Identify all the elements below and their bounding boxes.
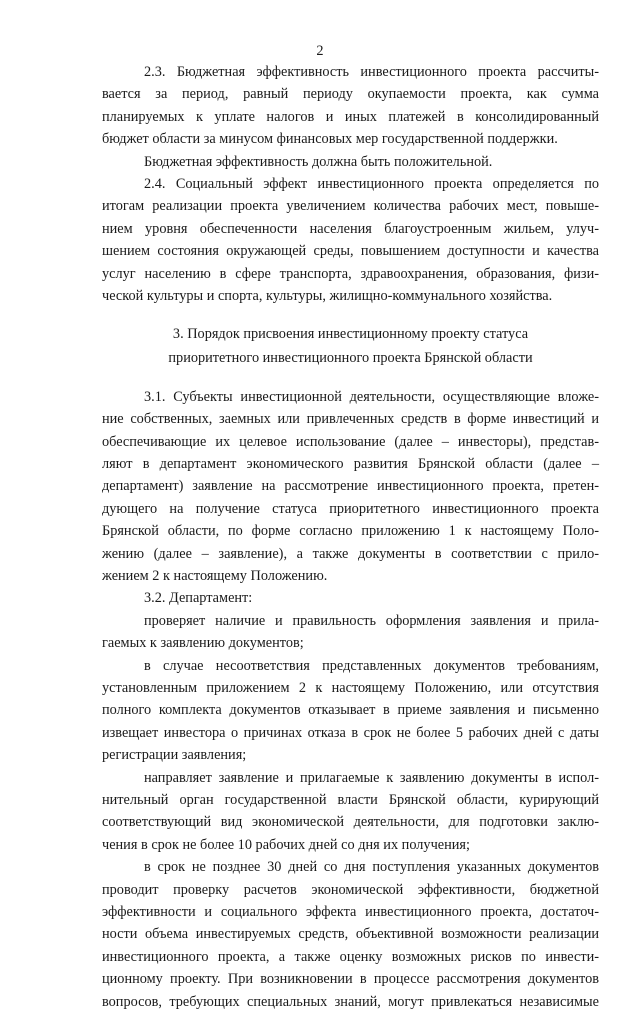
paragraph-line: чения в срок не более 10 рабочих дней со дня их получения; (102, 836, 470, 853)
paragraph-line: дующего на получение статуса приоритетного инвестиционного проекта (102, 500, 599, 517)
paragraph-line: регистрации заявления; (102, 747, 247, 764)
paragraph-line: установленным приложением 2 к настоящему Положению, или отсутствия (102, 680, 599, 696)
paragraph-line: ционному проекту. При возникновении в процессе рассмотрения документов (102, 971, 599, 988)
paragraph-line: нием уровня обеспеченности населения благоустроенным жильем, улуч- (102, 220, 599, 237)
paragraph-line: шением состояния окружающей среды, повышением доступности и качества (102, 243, 599, 260)
paragraph-line: ности объема инвестируемых средств, объективной возможности реализации (102, 926, 599, 943)
paragraph-line: бюджет области за минусом финансовых мер государственной поддержки. (102, 131, 558, 148)
paragraph-line: ческой культуры и спорта, культуры, жилищно-коммунального хозяйства. (102, 288, 553, 304)
paragraph-line: департамент) заявление на рассмотрение инвестиционного проекта, претен- (102, 478, 599, 495)
paragraph-line: Бюджетная эффективность должна быть положительной. (144, 153, 493, 170)
paragraph-line: полного комплекта документов отказывает в приеме заявления и письменно (102, 702, 599, 719)
paragraph-line: 3.1. Субъекты инвестиционной деятельности, осуществляющие вложе- (144, 388, 599, 405)
paragraph-line: 2.4. Социальный эффект инвестиционного проекта определяется по (144, 176, 599, 192)
paragraph-line: инвестиционного проекта, а также оценку возможных рисков по инвести- (102, 948, 599, 965)
paragraph-line: обеспечивающие их целевое использование (далее – инвесторы), представ- (102, 433, 599, 450)
section-heading: 3. Порядок присвоения инвестиционному проекту статуса (172, 326, 529, 343)
paragraph-line: в случае несоответствия представленных документов требованиям, (144, 657, 599, 674)
paragraph-line: гаемых к заявлению документов; (102, 635, 304, 652)
paragraph-line: Брянской области, по форме согласно приложению 1 к настоящему Поло- (102, 523, 599, 540)
paragraph-line: проверяет наличие и правильность оформления заявления и прила- (144, 612, 599, 629)
paragraph-line: итогам реализации проекта увеличением количества рабочих мест, повыше- (102, 198, 599, 215)
paragraph-line: вопросов, требующих специальных знаний, могут привлекаться независимые (102, 993, 599, 1010)
paragraph-line: жением 2 к настоящему Положению. (102, 568, 328, 584)
paragraph-line: соответствующий вид экономической деятельности, для подготовки заклю- (102, 814, 599, 831)
paragraph-line: извещает инвестора о причинах отказа в срок не более 5 рабочих дней с даты (102, 724, 599, 741)
paragraph-line: ляют в департамент экономического развития Брянской области (далее – (102, 456, 599, 472)
paragraph-line: 3.2. Департамент: (144, 590, 253, 607)
paragraph-line: в срок не позднее 30 дней со дня поступления указанных документов (144, 859, 599, 876)
paragraph-line: направляет заявление и прилагаемые к заявлению документы в испол- (144, 769, 599, 786)
paragraph-line: ние собственных, заемных или привлеченных средств в форме инвестиций и (102, 411, 599, 428)
paragraph-line: жению (далее – заявление), а также документы в соответствии с прило- (102, 545, 599, 562)
paragraph-line: 2.3. Бюджетная эффективность инвестиционного проекта рассчиты- (144, 64, 599, 80)
paragraph-line: планируемых к уплате налогов и иных платежей в консолидированный (102, 108, 599, 125)
section-heading: приоритетного инвестиционного проекта Брянской области (168, 350, 533, 367)
paragraph-line: услуг населению в сфере транспорта, здравоохранения, образования, физи- (102, 265, 599, 282)
paragraph-line: эффективности и социального эффекта инвестиционного проекта, достаточ- (102, 904, 599, 920)
page-number: 2 (316, 43, 324, 59)
paragraph-line: проводит проверку расчетов экономической эффективности, бюджетной (102, 881, 599, 898)
paragraph-line: вается за период, равный периоду окупаемости проекта, как сумма (102, 86, 599, 103)
paragraph-line: нительный орган государственной власти Брянской области, курирующий (102, 792, 599, 808)
